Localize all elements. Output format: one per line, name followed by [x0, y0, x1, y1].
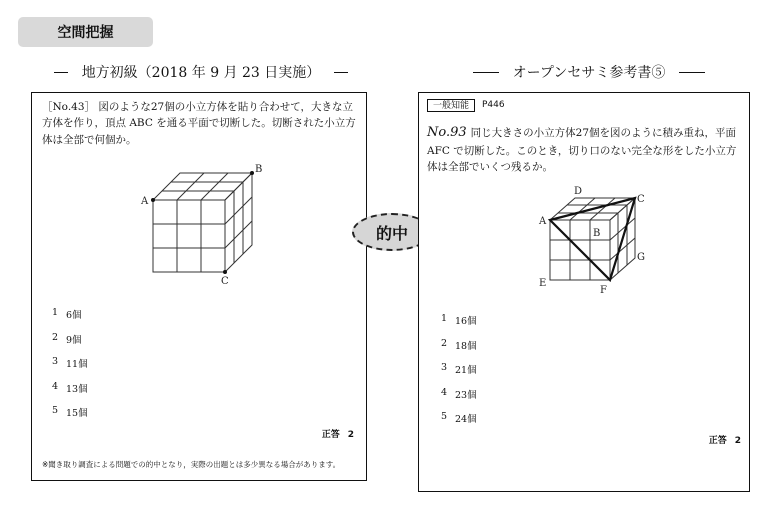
- left-choice-list: [52, 307, 88, 430]
- list-item: 1 6個: [52, 307, 82, 321]
- section-tag: 空間把握: [18, 17, 153, 47]
- question-number: No.93: [427, 125, 467, 140]
- list-item: 5 24個: [441, 411, 477, 425]
- category-label: 一般知能: [427, 99, 475, 112]
- vertex-label-g: G: [637, 252, 645, 263]
- match-badge: 的中: [352, 213, 432, 251]
- list-item: 2 9個: [52, 331, 82, 346]
- right-question-body: 同じ大きさの小立方体27個を図のように積み重ね，平面 AFC で切断した。このとき，切り口のない完全な形をした小立方体は全部でいくつ残るか。: [427, 127, 737, 174]
- vertex-b-dot: [250, 171, 254, 175]
- heading-dash: [679, 72, 705, 73]
- list-item: 4 13個: [52, 380, 88, 395]
- list-item: 2 18個: [441, 337, 477, 352]
- vertex-c-dot: [223, 270, 227, 274]
- vertex-label-a: A: [141, 196, 149, 207]
- right-answer: 正答 2: [708, 436, 741, 446]
- list-item: 1 16個: [441, 313, 477, 327]
- cutting-plane: [550, 198, 635, 280]
- heading-dash: [473, 72, 499, 73]
- left-question-text: ［No.43］ 図のような27個の小立方体を貼り合わせて，大きな立方体を作り，頂点 ABC を通る平面で切断した。切断された小立方体は全部で何個か。: [42, 101, 356, 146]
- list-item: 3 21個: [441, 362, 477, 376]
- vertex-label-d: D: [574, 186, 583, 197]
- footnote: ※聞き取り調査による問題での的中となり，実際の出題とは多少異なる場合があります。: [42, 460, 341, 469]
- list-item: 4 23個: [441, 386, 477, 401]
- list-item: 5 15個: [52, 405, 88, 419]
- right-heading: [458, 62, 720, 82]
- right-heading-text: オープンセサミ参考書⑤: [512, 65, 666, 81]
- heading-dash: [54, 72, 68, 73]
- vertex-label-e: E: [539, 278, 547, 289]
- page-reference: P446: [482, 100, 505, 110]
- right-choice-list: [441, 313, 477, 436]
- list-item: 3 11個: [52, 356, 88, 370]
- vertex-label-f: F: [600, 285, 607, 296]
- left-cube-figure: [115, 160, 265, 290]
- vertex-label-c: C: [221, 276, 229, 287]
- left-heading-text: 地方初級（2018 年 9 月 23 日実施）: [81, 65, 321, 81]
- right-cube-figure: [530, 180, 660, 295]
- vertex-a-dot: [151, 198, 155, 202]
- left-answer: 正答 2: [321, 430, 354, 440]
- right-question-text: [427, 123, 743, 176]
- vertex-label-c: C: [637, 194, 645, 205]
- vertex-label-b: B: [255, 164, 263, 175]
- vertex-label-b: B: [593, 228, 601, 239]
- heading-dash: [334, 72, 348, 73]
- vertex-label-a: A: [539, 216, 547, 227]
- left-heading: [40, 62, 362, 82]
